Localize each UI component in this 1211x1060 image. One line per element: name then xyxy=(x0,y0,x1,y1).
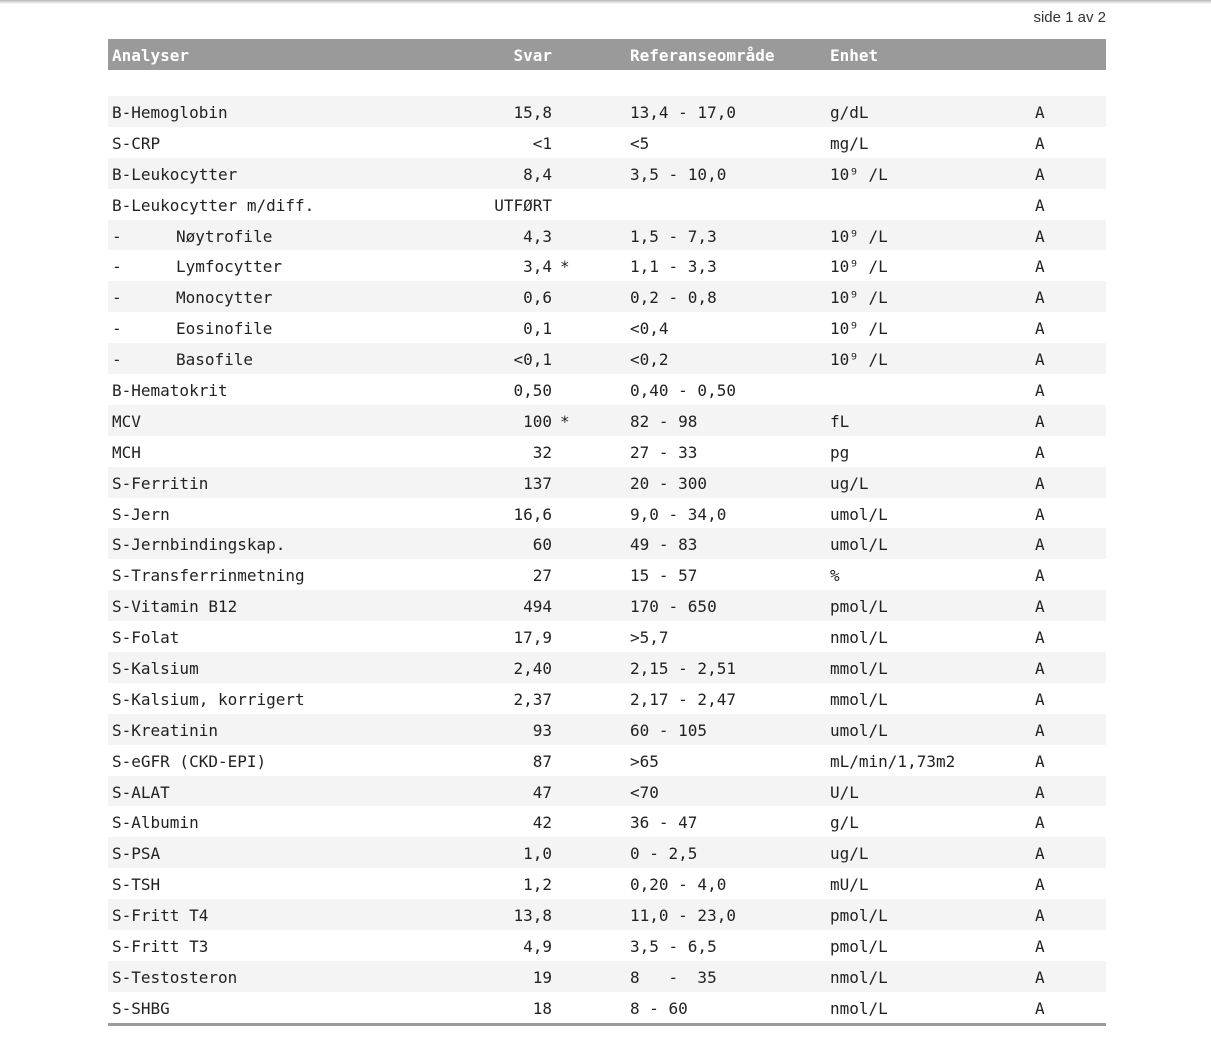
row-unit: mg/L xyxy=(830,133,869,153)
row-value: 16,6 xyxy=(513,504,552,524)
table-row xyxy=(108,343,1106,374)
row-indent-marker: - xyxy=(112,226,122,246)
table-bottom-rule xyxy=(108,1023,1106,1026)
row-analyse-name: Basofile xyxy=(176,350,254,370)
row-status: A xyxy=(1035,875,1045,895)
row-indent-marker: - xyxy=(112,257,122,277)
row-analyse-name: S-CRP xyxy=(112,133,161,153)
row-status: A xyxy=(1035,813,1045,833)
row-value: 42 xyxy=(532,813,552,833)
row-status: A xyxy=(1035,689,1045,709)
row-reference-range: >65 xyxy=(630,751,659,771)
row-status: A xyxy=(1035,782,1045,802)
row-flag: * xyxy=(560,411,570,431)
row-analyse-name: S-ALAT xyxy=(112,782,170,802)
row-analyse-name: S-PSA xyxy=(112,844,161,864)
row-unit: ug/L xyxy=(830,473,869,493)
row-reference-range: >5,7 xyxy=(630,628,669,648)
row-reference-range: 1,1 - 3,3 xyxy=(630,257,717,277)
row-analyse-name: S-Kalsium, korrigert xyxy=(112,689,305,709)
row-analyse-name: S-eGFR (CKD-EPI) xyxy=(112,751,267,771)
row-value: 32 xyxy=(532,442,552,462)
table-row xyxy=(108,930,1106,961)
row-status: A xyxy=(1035,906,1045,926)
row-status: A xyxy=(1035,226,1045,246)
row-reference-range: 0,2 - 0,8 xyxy=(630,288,717,308)
table-row xyxy=(108,590,1106,621)
header-referanse: Referanseområde xyxy=(630,46,775,65)
table-row xyxy=(108,806,1106,837)
row-reference-range: 27 - 33 xyxy=(630,442,698,462)
table-row xyxy=(108,127,1106,158)
row-reference-range: 20 - 300 xyxy=(630,473,708,493)
row-status: A xyxy=(1035,844,1045,864)
row-reference-range: 49 - 83 xyxy=(630,535,698,555)
row-value: 0,6 xyxy=(523,288,552,308)
row-status: A xyxy=(1035,473,1045,493)
row-reference-range: 0 - 2,5 xyxy=(630,844,698,864)
row-reference-range: <70 xyxy=(630,782,659,802)
table-row xyxy=(108,467,1106,498)
row-value: 4,9 xyxy=(523,937,552,957)
row-reference-range: 11,0 - 23,0 xyxy=(630,906,736,926)
table-row xyxy=(108,220,1106,251)
row-analyse-name: S-Kalsium xyxy=(112,659,199,679)
row-reference-range: 2,15 - 2,51 xyxy=(630,659,736,679)
table-row xyxy=(108,405,1106,436)
row-value: 494 xyxy=(523,597,552,617)
row-reference-range: 82 - 98 xyxy=(630,411,698,431)
row-reference-range: 0,20 - 4,0 xyxy=(630,875,727,895)
row-value: 60 xyxy=(532,535,552,555)
row-value: 27 xyxy=(532,566,552,586)
row-unit: ug/L xyxy=(830,844,869,864)
row-unit: pmol/L xyxy=(830,937,888,957)
table-row xyxy=(108,158,1106,189)
row-status: A xyxy=(1035,411,1045,431)
row-analyse-name: B-Hematokrit xyxy=(112,381,228,401)
table-row xyxy=(108,436,1106,467)
row-unit: mmol/L xyxy=(830,659,888,679)
row-value: 17,9 xyxy=(513,628,552,648)
row-analyse-name: Lymfocytter xyxy=(176,257,282,277)
row-reference-range: 0,40 - 0,50 xyxy=(630,381,736,401)
row-unit: pg xyxy=(830,442,850,462)
row-status: A xyxy=(1035,257,1045,277)
row-reference-range: 1,5 - 7,3 xyxy=(630,226,717,246)
row-reference-range: 60 - 105 xyxy=(630,720,708,740)
row-analyse-name: S-Kreatinin xyxy=(112,720,218,740)
row-reference-range: <5 xyxy=(630,133,650,153)
row-value: <0,1 xyxy=(513,350,552,370)
row-reference-range: 9,0 - 34,0 xyxy=(630,504,727,524)
row-reference-range: 2,17 - 2,47 xyxy=(630,689,736,709)
row-unit: mL/min/1,73m2 xyxy=(830,751,956,771)
row-value: 13,8 xyxy=(513,906,552,926)
row-unit: fL xyxy=(830,411,850,431)
row-status: A xyxy=(1035,381,1045,401)
table-row xyxy=(108,992,1106,1023)
row-value: 15,8 xyxy=(513,103,552,122)
table-header xyxy=(108,39,1106,70)
row-status: A xyxy=(1035,751,1045,771)
table-row xyxy=(108,683,1106,714)
row-reference-range: 3,5 - 10,0 xyxy=(630,164,727,184)
row-value: 8,4 xyxy=(523,164,552,184)
row-unit: 10⁹ /L xyxy=(830,226,888,246)
row-analyse-name: B-Hemoglobin xyxy=(112,103,228,122)
row-status: A xyxy=(1035,288,1045,308)
row-reference-range: 13,4 - 17,0 xyxy=(630,103,736,122)
table-row xyxy=(108,899,1106,930)
row-unit: U/L xyxy=(830,782,859,802)
row-analyse-name: B-Leukocytter m/diff. xyxy=(112,195,315,215)
row-status: A xyxy=(1035,350,1045,370)
row-status: A xyxy=(1035,566,1045,586)
row-status: A xyxy=(1035,659,1045,679)
row-analyse-name: Eosinofile xyxy=(176,319,273,339)
table-row xyxy=(108,374,1106,405)
row-analyse-name: S-Ferritin xyxy=(112,473,209,493)
row-reference-range: 170 - 650 xyxy=(630,597,717,617)
row-unit: umol/L xyxy=(830,535,888,555)
row-indent-marker: - xyxy=(112,319,122,339)
row-reference-range: 36 - 47 xyxy=(630,813,698,833)
row-value: 93 xyxy=(532,720,552,740)
row-analyse-name: MCV xyxy=(112,411,141,431)
row-reference-range: 3,5 - 6,5 xyxy=(630,937,717,957)
row-status: A xyxy=(1035,535,1045,555)
row-value: 1,0 xyxy=(523,844,552,864)
row-unit: mmol/L xyxy=(830,689,888,709)
row-reference-range: 8 - 60 xyxy=(630,998,688,1018)
table-row xyxy=(108,498,1106,529)
row-reference-range: 15 - 57 xyxy=(630,566,698,586)
row-status: A xyxy=(1035,937,1045,957)
row-analyse-name: S-Testosteron xyxy=(112,967,238,987)
table-row xyxy=(108,189,1106,220)
row-indent-marker: - xyxy=(112,288,122,308)
row-flag: * xyxy=(560,257,570,277)
row-value: 18 xyxy=(532,998,552,1018)
table-row xyxy=(108,281,1106,312)
table-row xyxy=(108,528,1106,559)
header-svar: Svar xyxy=(513,46,552,65)
row-value: 137 xyxy=(523,473,552,493)
row-analyse-name: S-TSH xyxy=(112,875,161,895)
row-reference-range: <0,2 xyxy=(630,350,669,370)
page-top-edge xyxy=(0,0,1211,4)
row-value: 0,1 xyxy=(523,319,552,339)
row-status: A xyxy=(1035,967,1045,987)
row-unit: g/dL xyxy=(830,103,869,122)
table-row xyxy=(108,868,1106,899)
row-status: A xyxy=(1035,597,1045,617)
row-unit: pmol/L xyxy=(830,597,888,617)
row-status: A xyxy=(1035,998,1045,1018)
row-value: 1,2 xyxy=(523,875,552,895)
row-unit: 10⁹ /L xyxy=(830,257,888,277)
table-row xyxy=(108,837,1106,868)
row-unit: 10⁹ /L xyxy=(830,164,888,184)
table-row xyxy=(108,714,1106,745)
results-table xyxy=(108,96,1106,1023)
row-value: 0,50 xyxy=(513,381,552,401)
row-unit: nmol/L xyxy=(830,998,888,1018)
header-enhet: Enhet xyxy=(830,46,879,65)
row-analyse-name: S-Vitamin B12 xyxy=(112,597,238,617)
table-row xyxy=(108,559,1106,590)
header-analyse: Analyser xyxy=(112,46,190,65)
row-unit: umol/L xyxy=(830,504,888,524)
table-row xyxy=(108,776,1106,807)
row-unit: g/L xyxy=(830,813,859,833)
row-unit: 10⁹ /L xyxy=(830,319,888,339)
table-row xyxy=(108,652,1106,683)
row-unit: % xyxy=(830,566,840,586)
row-unit: 10⁹ /L xyxy=(830,288,888,308)
row-unit: umol/L xyxy=(830,720,888,740)
row-reference-range: 8 - 35 xyxy=(630,967,717,987)
row-analyse-name: MCH xyxy=(112,442,141,462)
row-value: 4,3 xyxy=(523,226,552,246)
row-analyse-name: S-Transferrinmetning xyxy=(112,566,305,586)
row-value: UTFØRT xyxy=(494,195,552,215)
row-value: 87 xyxy=(532,751,552,771)
row-analyse-name: S-Albumin xyxy=(112,813,199,833)
row-unit: nmol/L xyxy=(830,628,888,648)
row-reference-range: <0,4 xyxy=(630,319,669,339)
table-row xyxy=(108,961,1106,992)
row-status: A xyxy=(1035,720,1045,740)
row-value: 2,37 xyxy=(513,689,552,709)
row-status: A xyxy=(1035,442,1045,462)
row-analyse-name: Monocytter xyxy=(176,288,273,308)
table-row xyxy=(108,621,1106,652)
row-analyse-name: S-Jern xyxy=(112,504,170,524)
row-status: A xyxy=(1035,504,1045,524)
row-status: A xyxy=(1035,103,1045,122)
row-indent-marker: - xyxy=(112,350,122,370)
row-analyse-name: Nøytrofile xyxy=(176,226,273,246)
row-analyse-name: B-Leukocytter xyxy=(112,164,238,184)
row-analyse-name: S-Fritt T4 xyxy=(112,906,209,926)
table-row xyxy=(108,745,1106,776)
row-status: A xyxy=(1035,319,1045,339)
table-row xyxy=(108,96,1106,127)
row-unit: 10⁹ /L xyxy=(830,350,888,370)
row-value: 100 xyxy=(523,411,552,431)
row-value: 19 xyxy=(532,967,552,987)
page-number: side 1 av 2 xyxy=(1033,9,1106,26)
row-status: A xyxy=(1035,195,1045,215)
row-status: A xyxy=(1035,164,1045,184)
row-value: <1 xyxy=(532,133,552,153)
row-unit: pmol/L xyxy=(830,906,888,926)
table-row xyxy=(108,312,1106,343)
row-unit: nmol/L xyxy=(830,967,888,987)
row-analyse-name: S-Fritt T3 xyxy=(112,937,209,957)
row-unit: mU/L xyxy=(830,875,869,895)
row-status: A xyxy=(1035,628,1045,648)
row-value: 2,40 xyxy=(513,659,552,679)
row-value: 3,4 xyxy=(523,257,552,277)
row-analyse-name: S-SHBG xyxy=(112,998,170,1018)
row-status: A xyxy=(1035,133,1045,153)
row-value: 47 xyxy=(532,782,552,802)
row-analyse-name: S-Folat xyxy=(112,628,180,648)
table-row xyxy=(108,250,1106,281)
row-analyse-name: S-Jernbindingskap. xyxy=(112,535,286,555)
